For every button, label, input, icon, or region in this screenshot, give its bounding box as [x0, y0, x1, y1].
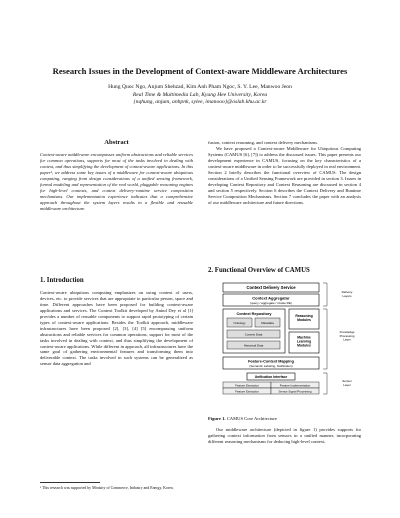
author-emails: {nqhung, anjum, anhpnk, sylee, imanooo}@oslab.khu.ac.kr	[133, 99, 267, 106]
historical-data-label: Historical Data	[243, 343, 264, 348]
footnote-divider	[40, 482, 100, 483]
metadata-label: Metadata	[261, 320, 274, 325]
abstract-text: Context-aware middleware encompasses uniform abstractions and reliable services for common operations, supports for most of the tasks involved in dealing with context, and thus simplifying the development of context-aware applications. In this paper¹, we address some key issues of a middleware for context-aware ubiquitous computing, ranging from design considerations of a unified sensing framework, formal modeling and representation of the real world, pluggable reasoning engines for high-level contexts, and context delivery-runtime service composition mechanisms. Our implementation experience indicates that a comprehensive approach throughout the system layers results in a flexible and reusable middleware architecture.	[40, 151, 193, 211]
right-para-1: fusion, context reasoning, and context delivery mechanisms.	[208, 140, 318, 145]
abstract-heading: Abstract	[104, 139, 129, 146]
reasoning-label: Reasoning Modules	[295, 314, 313, 323]
mapping-sub: (Semantic Labeling, Notification)	[249, 364, 293, 368]
author-block	[0, 84, 400, 107]
ontology-label: Ontology	[233, 320, 246, 325]
figure-caption	[208, 416, 361, 421]
after-figure-text	[208, 427, 361, 445]
feature-extraction-label: Feature Extraction	[235, 383, 259, 388]
knowledge-layer-label: Knowledge Processing Layer	[339, 330, 355, 342]
sensor-layer-label: Sensor Layer	[342, 379, 352, 387]
aggregator-sub: (query / aggregate / invoke RE)	[250, 301, 292, 305]
knowledge-bracket	[323, 309, 327, 369]
ml-label: Machine Learning Modules	[296, 335, 312, 348]
context-data-label: Context Data	[244, 332, 263, 337]
feature-implementation-label: Feature Implementation	[279, 383, 311, 388]
unification-label: Unification Interface	[254, 375, 288, 379]
after-figure-para: Our middleware architecture (depicted in figure 1) provides supports for gathering context information from sensors in a unified manner, incorporating different reasoning mechanisms for deducing high-level context,	[208, 427, 361, 444]
section-2-heading: 2. Functional Overview of CAMUS	[208, 267, 310, 274]
mapping-label: Feature-Context Mapping	[248, 359, 294, 364]
feature-extraction-2-label: Feature Extraction	[235, 389, 259, 394]
right-column-intro	[208, 140, 361, 205]
delivery-service-label: Context Delivery Service	[246, 285, 296, 291]
footnote: ¹ This research was supported by Ministry of Commerce, Industry and Energy, Korea.	[40, 486, 174, 490]
repository-label: Context Repository	[236, 312, 272, 316]
right-para-2: We have proposed a Context-aware Middleware for Ubiquitous Computing Systems (CAMUS [6], [7]) to address the discussed issues. This paper presents our development experience in CAMUS, focusing on the key characteristics of a context-aware middleware in order to be successfully deployed in real environment. Section 2 briefly describes the functional overview of CAMUS. The design considerations of a Unified Sensing Framework are provided in section 3. Issues in developing Context Repository and Context Reasoning are discussed in section 4 and section 5 respectively. Section 6 describes the Context Delivery and Runtime Service Composition Mechanisms. Section 7 concludes the paper with an analysis of our middleware architecture and future directions.	[208, 145, 361, 205]
sensor-signal-label: Sensor Signal Processing	[278, 389, 312, 394]
introduction-section	[40, 278, 193, 367]
introduction-heading: 1. Introduction	[40, 277, 84, 284]
sensor-bracket	[323, 373, 327, 394]
figure-caption-label: Figure 1.	[208, 416, 226, 421]
section-2	[208, 268, 361, 279]
delivery-layer-label: Delivery Layers	[341, 290, 353, 298]
introduction-text: Context-aware ubiquitous computing emphasizes on using context of users, devices, etc. to provide services that are appropriate to particular person, space and time. Different approaches have been proposed for building context-aware applications and services. The Context Toolkit developed by Anind Dey et al [1] provides a number of reusable components to support rapid prototyping of certain types of context-aware applications. Besides the Toolkit approach, middleware infrastructures have been proposed [2], [3], [4] [5] encompassing uniform abstractions and reliable services for common operations, support for most of the tasks involved in dealing with context, and thus simplifying the development of context-aware applications. While different in approach, all infrastructures have the same goal of gathering environmental features and transforming them into deliverable context. The tasks involved in such systems can be generalized as sensor data aggregation and	[40, 289, 193, 367]
affiliation: Real Time & Multimedia Lab, Kyung Hee University, Korea	[132, 91, 268, 98]
delivery-bracket	[323, 283, 327, 306]
abstract-section	[40, 140, 193, 211]
figure-caption-text: CAMUS Core Architecture	[226, 416, 277, 421]
author-names: Hung Quoc Ngo, Anjum Shehzad, Kim Anh Pham Ngoc, S. Y. Lee, Manwoo Jeon	[108, 84, 292, 90]
aggregator-label: Context Aggregator	[252, 295, 290, 301]
camus-architecture-figure	[209, 281, 362, 411]
paper-title: Research Issues in the Development of Context-aware Middleware Architectures	[52, 66, 348, 76]
